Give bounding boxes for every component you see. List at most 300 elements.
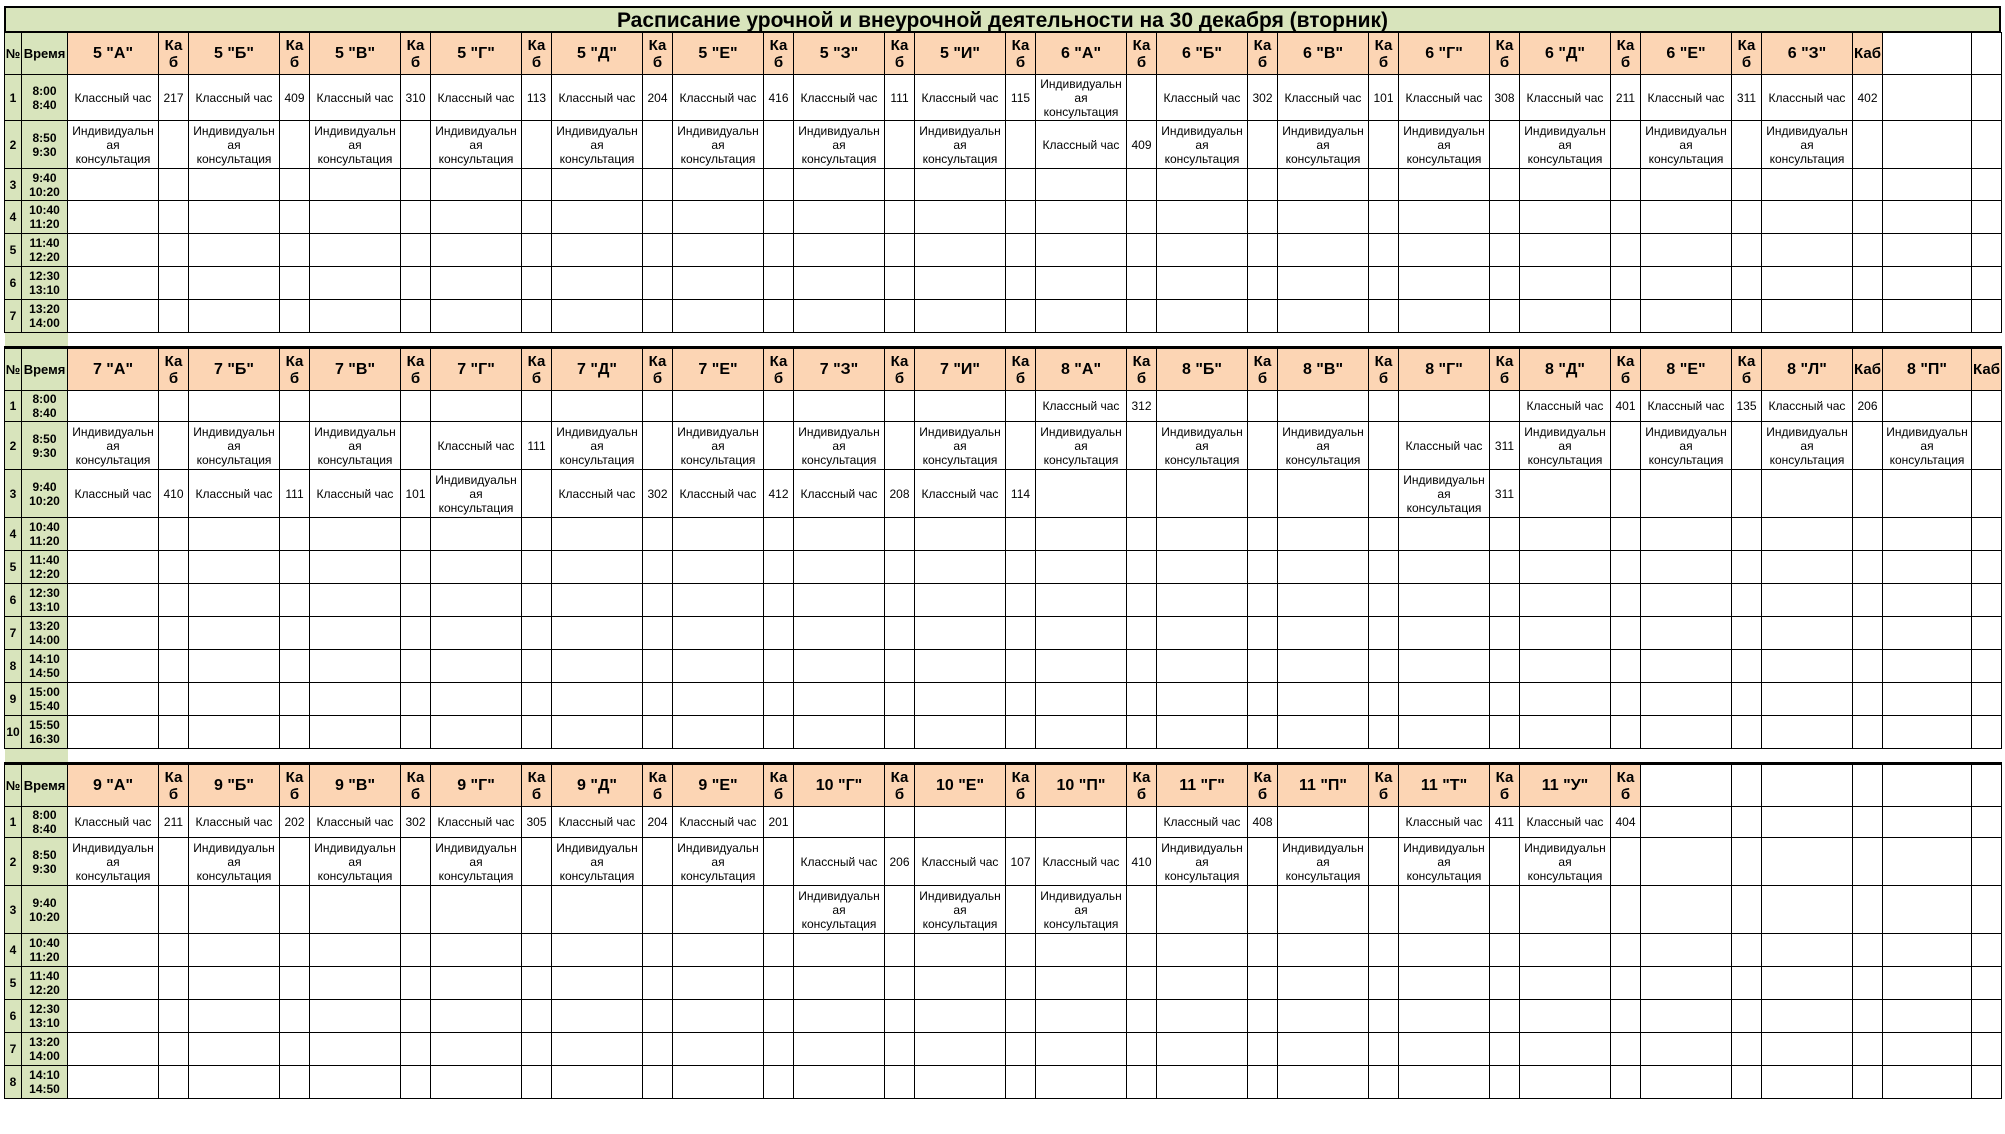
- room-cell[interactable]: [1490, 391, 1520, 422]
- room-cell[interactable]: [1490, 683, 1520, 716]
- lesson-cell[interactable]: [1520, 1066, 1611, 1099]
- room-cell[interactable]: [401, 1033, 431, 1066]
- lesson-cell[interactable]: [310, 716, 401, 749]
- lesson-cell[interactable]: Классный час: [189, 75, 280, 121]
- room-cell[interactable]: [1369, 934, 1399, 967]
- room-cell[interactable]: [1006, 169, 1036, 201]
- room-cell[interactable]: [643, 201, 673, 234]
- room-cell[interactable]: 402: [1853, 75, 1883, 121]
- room-cell[interactable]: [1127, 967, 1157, 1000]
- room-cell[interactable]: [1490, 617, 1520, 650]
- lesson-cell[interactable]: [552, 1000, 643, 1033]
- lesson-cell[interactable]: Классный час: [1762, 75, 1853, 121]
- room-cell[interactable]: [1127, 518, 1157, 551]
- room-cell[interactable]: [1127, 934, 1157, 967]
- room-cell[interactable]: [1006, 234, 1036, 267]
- room-cell[interactable]: [1853, 267, 1883, 300]
- lesson-cell[interactable]: Индивидуальн ая консультация: [1157, 422, 1248, 470]
- lesson-cell[interactable]: [1762, 838, 1853, 886]
- lesson-cell[interactable]: Индивидуальн ая консультация: [431, 838, 522, 886]
- room-cell[interactable]: [1248, 169, 1278, 201]
- room-cell[interactable]: [1369, 967, 1399, 1000]
- room-cell[interactable]: [1853, 1000, 1883, 1033]
- room-cell[interactable]: 408: [1248, 807, 1278, 838]
- lesson-cell[interactable]: Индивидуальн ая консультация: [1762, 121, 1853, 169]
- lesson-cell[interactable]: [1762, 1000, 1853, 1033]
- room-cell[interactable]: [764, 716, 794, 749]
- lesson-cell[interactable]: [1157, 683, 1248, 716]
- lesson-cell[interactable]: [1641, 617, 1732, 650]
- lesson-cell[interactable]: Индивидуальн ая консультация: [1641, 121, 1732, 169]
- lesson-cell[interactable]: [1399, 267, 1490, 300]
- room-cell[interactable]: [1248, 518, 1278, 551]
- lesson-cell[interactable]: [1641, 650, 1732, 683]
- room-cell[interactable]: [280, 422, 310, 470]
- room-cell[interactable]: [159, 617, 189, 650]
- room-cell[interactable]: [280, 584, 310, 617]
- lesson-cell[interactable]: Индивидуальн ая консультация: [431, 121, 522, 169]
- room-cell[interactable]: [885, 300, 915, 333]
- room-cell[interactable]: [280, 650, 310, 683]
- lesson-cell[interactable]: [1641, 1000, 1732, 1033]
- lesson-cell[interactable]: [1762, 518, 1853, 551]
- lesson-cell[interactable]: [673, 169, 764, 201]
- room-cell[interactable]: [401, 422, 431, 470]
- room-cell[interactable]: [1006, 886, 1036, 934]
- lesson-cell[interactable]: [68, 967, 159, 1000]
- room-cell[interactable]: [159, 584, 189, 617]
- lesson-cell[interactable]: [552, 201, 643, 234]
- room-cell[interactable]: [1006, 391, 1036, 422]
- room-cell[interactable]: [1490, 1033, 1520, 1066]
- lesson-cell[interactable]: [1762, 617, 1853, 650]
- room-cell[interactable]: [885, 169, 915, 201]
- lesson-cell[interactable]: [1762, 300, 1853, 333]
- lesson-cell[interactable]: [1157, 716, 1248, 749]
- lesson-cell[interactable]: [915, 169, 1006, 201]
- room-cell[interactable]: [1972, 300, 2002, 333]
- lesson-cell[interactable]: [310, 967, 401, 1000]
- lesson-cell[interactable]: [794, 1000, 885, 1033]
- room-cell[interactable]: [1732, 807, 1762, 838]
- lesson-cell[interactable]: Классный час: [310, 75, 401, 121]
- lesson-cell[interactable]: [310, 518, 401, 551]
- lesson-cell[interactable]: [1520, 551, 1611, 584]
- room-cell[interactable]: [1248, 584, 1278, 617]
- room-cell[interactable]: [159, 886, 189, 934]
- lesson-cell[interactable]: [552, 234, 643, 267]
- room-cell[interactable]: [1972, 267, 2002, 300]
- lesson-cell[interactable]: [1883, 1000, 1972, 1033]
- lesson-cell[interactable]: Классный час: [431, 75, 522, 121]
- lesson-cell[interactable]: [1641, 967, 1732, 1000]
- lesson-cell[interactable]: [431, 683, 522, 716]
- room-cell[interactable]: [280, 1000, 310, 1033]
- lesson-cell[interactable]: [673, 584, 764, 617]
- room-cell[interactable]: [643, 551, 673, 584]
- room-cell[interactable]: [1127, 650, 1157, 683]
- lesson-cell[interactable]: [1762, 551, 1853, 584]
- lesson-cell[interactable]: [552, 683, 643, 716]
- lesson-cell[interactable]: [1641, 934, 1732, 967]
- lesson-cell[interactable]: [1278, 617, 1369, 650]
- lesson-cell[interactable]: [431, 934, 522, 967]
- lesson-cell[interactable]: [1762, 934, 1853, 967]
- room-cell[interactable]: [1006, 267, 1036, 300]
- room-cell[interactable]: 217: [159, 75, 189, 121]
- room-cell[interactable]: [522, 886, 552, 934]
- room-cell[interactable]: [1972, 617, 2002, 650]
- room-cell[interactable]: [1972, 518, 2002, 551]
- room-cell[interactable]: 201: [764, 807, 794, 838]
- room-cell[interactable]: [1127, 807, 1157, 838]
- room-cell[interactable]: [1972, 169, 2002, 201]
- lesson-cell[interactable]: [310, 886, 401, 934]
- lesson-cell[interactable]: Классный час: [1641, 75, 1732, 121]
- lesson-cell[interactable]: [673, 201, 764, 234]
- room-cell[interactable]: 208: [885, 470, 915, 518]
- lesson-cell[interactable]: [431, 886, 522, 934]
- room-cell[interactable]: [1127, 470, 1157, 518]
- lesson-cell[interactable]: [1641, 886, 1732, 934]
- room-cell[interactable]: [885, 886, 915, 934]
- lesson-cell[interactable]: [1278, 1033, 1369, 1066]
- room-cell[interactable]: [1490, 967, 1520, 1000]
- lesson-cell[interactable]: [1036, 683, 1127, 716]
- lesson-cell[interactable]: [431, 617, 522, 650]
- lesson-cell[interactable]: [673, 716, 764, 749]
- lesson-cell[interactable]: [310, 267, 401, 300]
- room-cell[interactable]: [1611, 886, 1641, 934]
- lesson-cell[interactable]: [68, 886, 159, 934]
- room-cell[interactable]: [643, 121, 673, 169]
- lesson-cell[interactable]: [1520, 716, 1611, 749]
- lesson-cell[interactable]: Индивидуальн ая консультация: [1036, 886, 1127, 934]
- lesson-cell[interactable]: Индивидуальн ая консультация: [673, 121, 764, 169]
- lesson-cell[interactable]: [189, 683, 280, 716]
- lesson-cell[interactable]: [1762, 201, 1853, 234]
- lesson-cell[interactable]: [1883, 617, 1972, 650]
- room-cell[interactable]: [159, 934, 189, 967]
- lesson-cell[interactable]: [552, 967, 643, 1000]
- room-cell[interactable]: [1853, 1033, 1883, 1066]
- lesson-cell[interactable]: Классный час: [189, 470, 280, 518]
- lesson-cell[interactable]: [1036, 1000, 1127, 1033]
- room-cell[interactable]: [1006, 121, 1036, 169]
- lesson-cell[interactable]: [915, 934, 1006, 967]
- lesson-cell[interactable]: [1762, 683, 1853, 716]
- lesson-cell[interactable]: Классный час: [1520, 391, 1611, 422]
- lesson-cell[interactable]: [794, 683, 885, 716]
- lesson-cell[interactable]: Классный час: [794, 470, 885, 518]
- lesson-cell[interactable]: [1762, 1033, 1853, 1066]
- lesson-cell[interactable]: Индивидуальн ая консультация: [1278, 838, 1369, 886]
- room-cell[interactable]: [1732, 716, 1762, 749]
- lesson-cell[interactable]: [552, 391, 643, 422]
- lesson-cell[interactable]: [1883, 518, 1972, 551]
- lesson-cell[interactable]: [1036, 518, 1127, 551]
- room-cell[interactable]: [764, 1000, 794, 1033]
- lesson-cell[interactable]: [1399, 551, 1490, 584]
- lesson-cell[interactable]: [1520, 300, 1611, 333]
- room-cell[interactable]: [764, 169, 794, 201]
- lesson-cell[interactable]: [189, 267, 280, 300]
- room-cell[interactable]: 410: [159, 470, 189, 518]
- room-cell[interactable]: [401, 121, 431, 169]
- lesson-cell[interactable]: Индивидуальн ая консультация: [673, 838, 764, 886]
- room-cell[interactable]: 206: [885, 838, 915, 886]
- room-cell[interactable]: [401, 1000, 431, 1033]
- room-cell[interactable]: [1853, 967, 1883, 1000]
- lesson-cell[interactable]: [915, 617, 1006, 650]
- lesson-cell[interactable]: [1520, 169, 1611, 201]
- lesson-cell[interactable]: [1641, 518, 1732, 551]
- room-cell[interactable]: [280, 617, 310, 650]
- room-cell[interactable]: [643, 683, 673, 716]
- lesson-cell[interactable]: [552, 716, 643, 749]
- room-cell[interactable]: [522, 169, 552, 201]
- room-cell[interactable]: [764, 300, 794, 333]
- lesson-cell[interactable]: [915, 683, 1006, 716]
- lesson-cell[interactable]: [189, 1066, 280, 1099]
- lesson-cell[interactable]: [673, 617, 764, 650]
- lesson-cell[interactable]: [673, 1033, 764, 1066]
- room-cell[interactable]: [1611, 470, 1641, 518]
- lesson-cell[interactable]: [310, 683, 401, 716]
- room-cell[interactable]: [1972, 650, 2002, 683]
- lesson-cell[interactable]: Индивидуальн ая консультация: [915, 886, 1006, 934]
- lesson-cell[interactable]: [1399, 886, 1490, 934]
- lesson-cell[interactable]: [915, 267, 1006, 300]
- lesson-cell[interactable]: [68, 267, 159, 300]
- lesson-cell[interactable]: Индивидуальн ая консультация: [1520, 121, 1611, 169]
- room-cell[interactable]: [1490, 584, 1520, 617]
- lesson-cell[interactable]: [1157, 967, 1248, 1000]
- room-cell[interactable]: [764, 234, 794, 267]
- room-cell[interactable]: [1611, 121, 1641, 169]
- lesson-cell[interactable]: [552, 886, 643, 934]
- room-cell[interactable]: [1127, 584, 1157, 617]
- lesson-cell[interactable]: [1278, 584, 1369, 617]
- lesson-cell[interactable]: [1399, 617, 1490, 650]
- lesson-cell[interactable]: [1641, 234, 1732, 267]
- lesson-cell[interactable]: [310, 300, 401, 333]
- lesson-cell[interactable]: [1520, 1033, 1611, 1066]
- lesson-cell[interactable]: [310, 169, 401, 201]
- lesson-cell[interactable]: [1036, 716, 1127, 749]
- room-cell[interactable]: [1248, 1066, 1278, 1099]
- room-cell[interactable]: [1248, 422, 1278, 470]
- room-cell[interactable]: [1127, 75, 1157, 121]
- room-cell[interactable]: [1248, 551, 1278, 584]
- lesson-cell[interactable]: Индивидуальн ая консультация: [794, 121, 885, 169]
- room-cell[interactable]: [280, 518, 310, 551]
- lesson-cell[interactable]: [673, 518, 764, 551]
- room-cell[interactable]: 416: [764, 75, 794, 121]
- room-cell[interactable]: 310: [401, 75, 431, 121]
- lesson-cell[interactable]: [1641, 300, 1732, 333]
- room-cell[interactable]: [1611, 169, 1641, 201]
- room-cell[interactable]: [522, 1033, 552, 1066]
- lesson-cell[interactable]: [1399, 169, 1490, 201]
- lesson-cell[interactable]: Индивидуальн ая консультация: [1278, 422, 1369, 470]
- room-cell[interactable]: [1972, 422, 2002, 470]
- lesson-cell[interactable]: [189, 1033, 280, 1066]
- lesson-cell[interactable]: Классный час: [794, 75, 885, 121]
- room-cell[interactable]: [1369, 267, 1399, 300]
- room-cell[interactable]: [1248, 121, 1278, 169]
- room-cell[interactable]: [401, 838, 431, 886]
- lesson-cell[interactable]: [1520, 201, 1611, 234]
- lesson-cell[interactable]: Индивидуальн ая консультация: [794, 422, 885, 470]
- lesson-cell[interactable]: [1278, 470, 1369, 518]
- room-cell[interactable]: [1369, 807, 1399, 838]
- room-cell[interactable]: [1853, 838, 1883, 886]
- lesson-cell[interactable]: [794, 967, 885, 1000]
- room-cell[interactable]: [1369, 1066, 1399, 1099]
- lesson-cell[interactable]: Индивидуальн ая консультация: [1036, 75, 1127, 121]
- lesson-cell[interactable]: Индивидуальн ая консультация: [1399, 470, 1490, 518]
- room-cell[interactable]: [1853, 934, 1883, 967]
- lesson-cell[interactable]: Классный час: [915, 470, 1006, 518]
- lesson-cell[interactable]: [1883, 807, 1972, 838]
- room-cell[interactable]: [1006, 1066, 1036, 1099]
- lesson-cell[interactable]: Классный час: [1641, 391, 1732, 422]
- room-cell[interactable]: [159, 1033, 189, 1066]
- lesson-cell[interactable]: [1641, 169, 1732, 201]
- room-cell[interactable]: [522, 470, 552, 518]
- lesson-cell[interactable]: [1520, 886, 1611, 934]
- room-cell[interactable]: [643, 391, 673, 422]
- lesson-cell[interactable]: Индивидуальн ая консультация: [1036, 422, 1127, 470]
- lesson-cell[interactable]: [431, 716, 522, 749]
- room-cell[interactable]: 206: [1853, 391, 1883, 422]
- lesson-cell[interactable]: [1036, 267, 1127, 300]
- lesson-cell[interactable]: Индивидуальн ая консультация: [310, 422, 401, 470]
- room-cell[interactable]: [1611, 234, 1641, 267]
- room-cell[interactable]: [280, 1033, 310, 1066]
- room-cell[interactable]: [1972, 1066, 2002, 1099]
- room-cell[interactable]: [1006, 422, 1036, 470]
- lesson-cell[interactable]: [1641, 470, 1732, 518]
- room-cell[interactable]: [1972, 1033, 2002, 1066]
- lesson-cell[interactable]: [673, 551, 764, 584]
- room-cell[interactable]: [885, 201, 915, 234]
- lesson-cell[interactable]: Классный час: [189, 807, 280, 838]
- room-cell[interactable]: [1127, 1033, 1157, 1066]
- lesson-cell[interactable]: Классный час: [1036, 121, 1127, 169]
- lesson-cell[interactable]: [1883, 1033, 1972, 1066]
- room-cell[interactable]: [1490, 650, 1520, 683]
- lesson-cell[interactable]: [1641, 584, 1732, 617]
- lesson-cell[interactable]: [915, 584, 1006, 617]
- room-cell[interactable]: [1369, 234, 1399, 267]
- lesson-cell[interactable]: [1762, 650, 1853, 683]
- lesson-cell[interactable]: [1520, 617, 1611, 650]
- room-cell[interactable]: [280, 838, 310, 886]
- room-cell[interactable]: [1127, 1066, 1157, 1099]
- room-cell[interactable]: [1006, 518, 1036, 551]
- room-cell[interactable]: [1490, 267, 1520, 300]
- lesson-cell[interactable]: [1157, 234, 1248, 267]
- room-cell[interactable]: [1127, 551, 1157, 584]
- room-cell[interactable]: [1853, 234, 1883, 267]
- room-cell[interactable]: [1006, 551, 1036, 584]
- room-cell[interactable]: [1006, 650, 1036, 683]
- lesson-cell[interactable]: [310, 584, 401, 617]
- lesson-cell[interactable]: [189, 518, 280, 551]
- lesson-cell[interactable]: [1520, 650, 1611, 683]
- room-cell[interactable]: 404: [1611, 807, 1641, 838]
- lesson-cell[interactable]: Классный час: [1520, 75, 1611, 121]
- room-cell[interactable]: [401, 267, 431, 300]
- lesson-cell[interactable]: [189, 1000, 280, 1033]
- lesson-cell[interactable]: Индивидуальн ая консультация: [1641, 422, 1732, 470]
- lesson-cell[interactable]: Классный час: [1036, 838, 1127, 886]
- lesson-cell[interactable]: [68, 201, 159, 234]
- room-cell[interactable]: [1853, 422, 1883, 470]
- room-cell[interactable]: [643, 934, 673, 967]
- room-cell[interactable]: [401, 234, 431, 267]
- lesson-cell[interactable]: Индивидуальн ая консультация: [794, 886, 885, 934]
- room-cell[interactable]: [1127, 886, 1157, 934]
- room-cell[interactable]: [764, 267, 794, 300]
- lesson-cell[interactable]: Индивидуальн ая консультация: [68, 121, 159, 169]
- room-cell[interactable]: [401, 169, 431, 201]
- room-cell[interactable]: [1369, 300, 1399, 333]
- lesson-cell[interactable]: [1399, 300, 1490, 333]
- lesson-cell[interactable]: [673, 1000, 764, 1033]
- room-cell[interactable]: [643, 518, 673, 551]
- lesson-cell[interactable]: Классный час: [431, 422, 522, 470]
- lesson-cell[interactable]: [189, 886, 280, 934]
- lesson-cell[interactable]: Классный час: [68, 807, 159, 838]
- room-cell[interactable]: [1972, 683, 2002, 716]
- lesson-cell[interactable]: [1399, 1066, 1490, 1099]
- room-cell[interactable]: [159, 716, 189, 749]
- room-cell[interactable]: [643, 838, 673, 886]
- room-cell[interactable]: 302: [401, 807, 431, 838]
- lesson-cell[interactable]: [1278, 650, 1369, 683]
- room-cell[interactable]: [643, 584, 673, 617]
- room-cell[interactable]: [1611, 716, 1641, 749]
- lesson-cell[interactable]: [673, 300, 764, 333]
- lesson-cell[interactable]: [1278, 300, 1369, 333]
- room-cell[interactable]: [764, 683, 794, 716]
- lesson-cell[interactable]: [1399, 650, 1490, 683]
- lesson-cell[interactable]: Классный час: [552, 470, 643, 518]
- lesson-cell[interactable]: [1399, 716, 1490, 749]
- room-cell[interactable]: [401, 1066, 431, 1099]
- lesson-cell[interactable]: [189, 617, 280, 650]
- room-cell[interactable]: [643, 886, 673, 934]
- lesson-cell[interactable]: [1883, 391, 1972, 422]
- room-cell[interactable]: [1972, 967, 2002, 1000]
- lesson-cell[interactable]: [1036, 470, 1127, 518]
- lesson-cell[interactable]: [1520, 470, 1611, 518]
- room-cell[interactable]: 101: [1369, 75, 1399, 121]
- room-cell[interactable]: [522, 1000, 552, 1033]
- lesson-cell[interactable]: [1036, 300, 1127, 333]
- lesson-cell[interactable]: [1157, 650, 1248, 683]
- lesson-cell[interactable]: [189, 391, 280, 422]
- room-cell[interactable]: [401, 716, 431, 749]
- lesson-cell[interactable]: Индивидуальн ая консультация: [68, 838, 159, 886]
- lesson-cell[interactable]: [1520, 967, 1611, 1000]
- room-cell[interactable]: [643, 267, 673, 300]
- lesson-cell[interactable]: [68, 617, 159, 650]
- room-cell[interactable]: [1006, 1033, 1036, 1066]
